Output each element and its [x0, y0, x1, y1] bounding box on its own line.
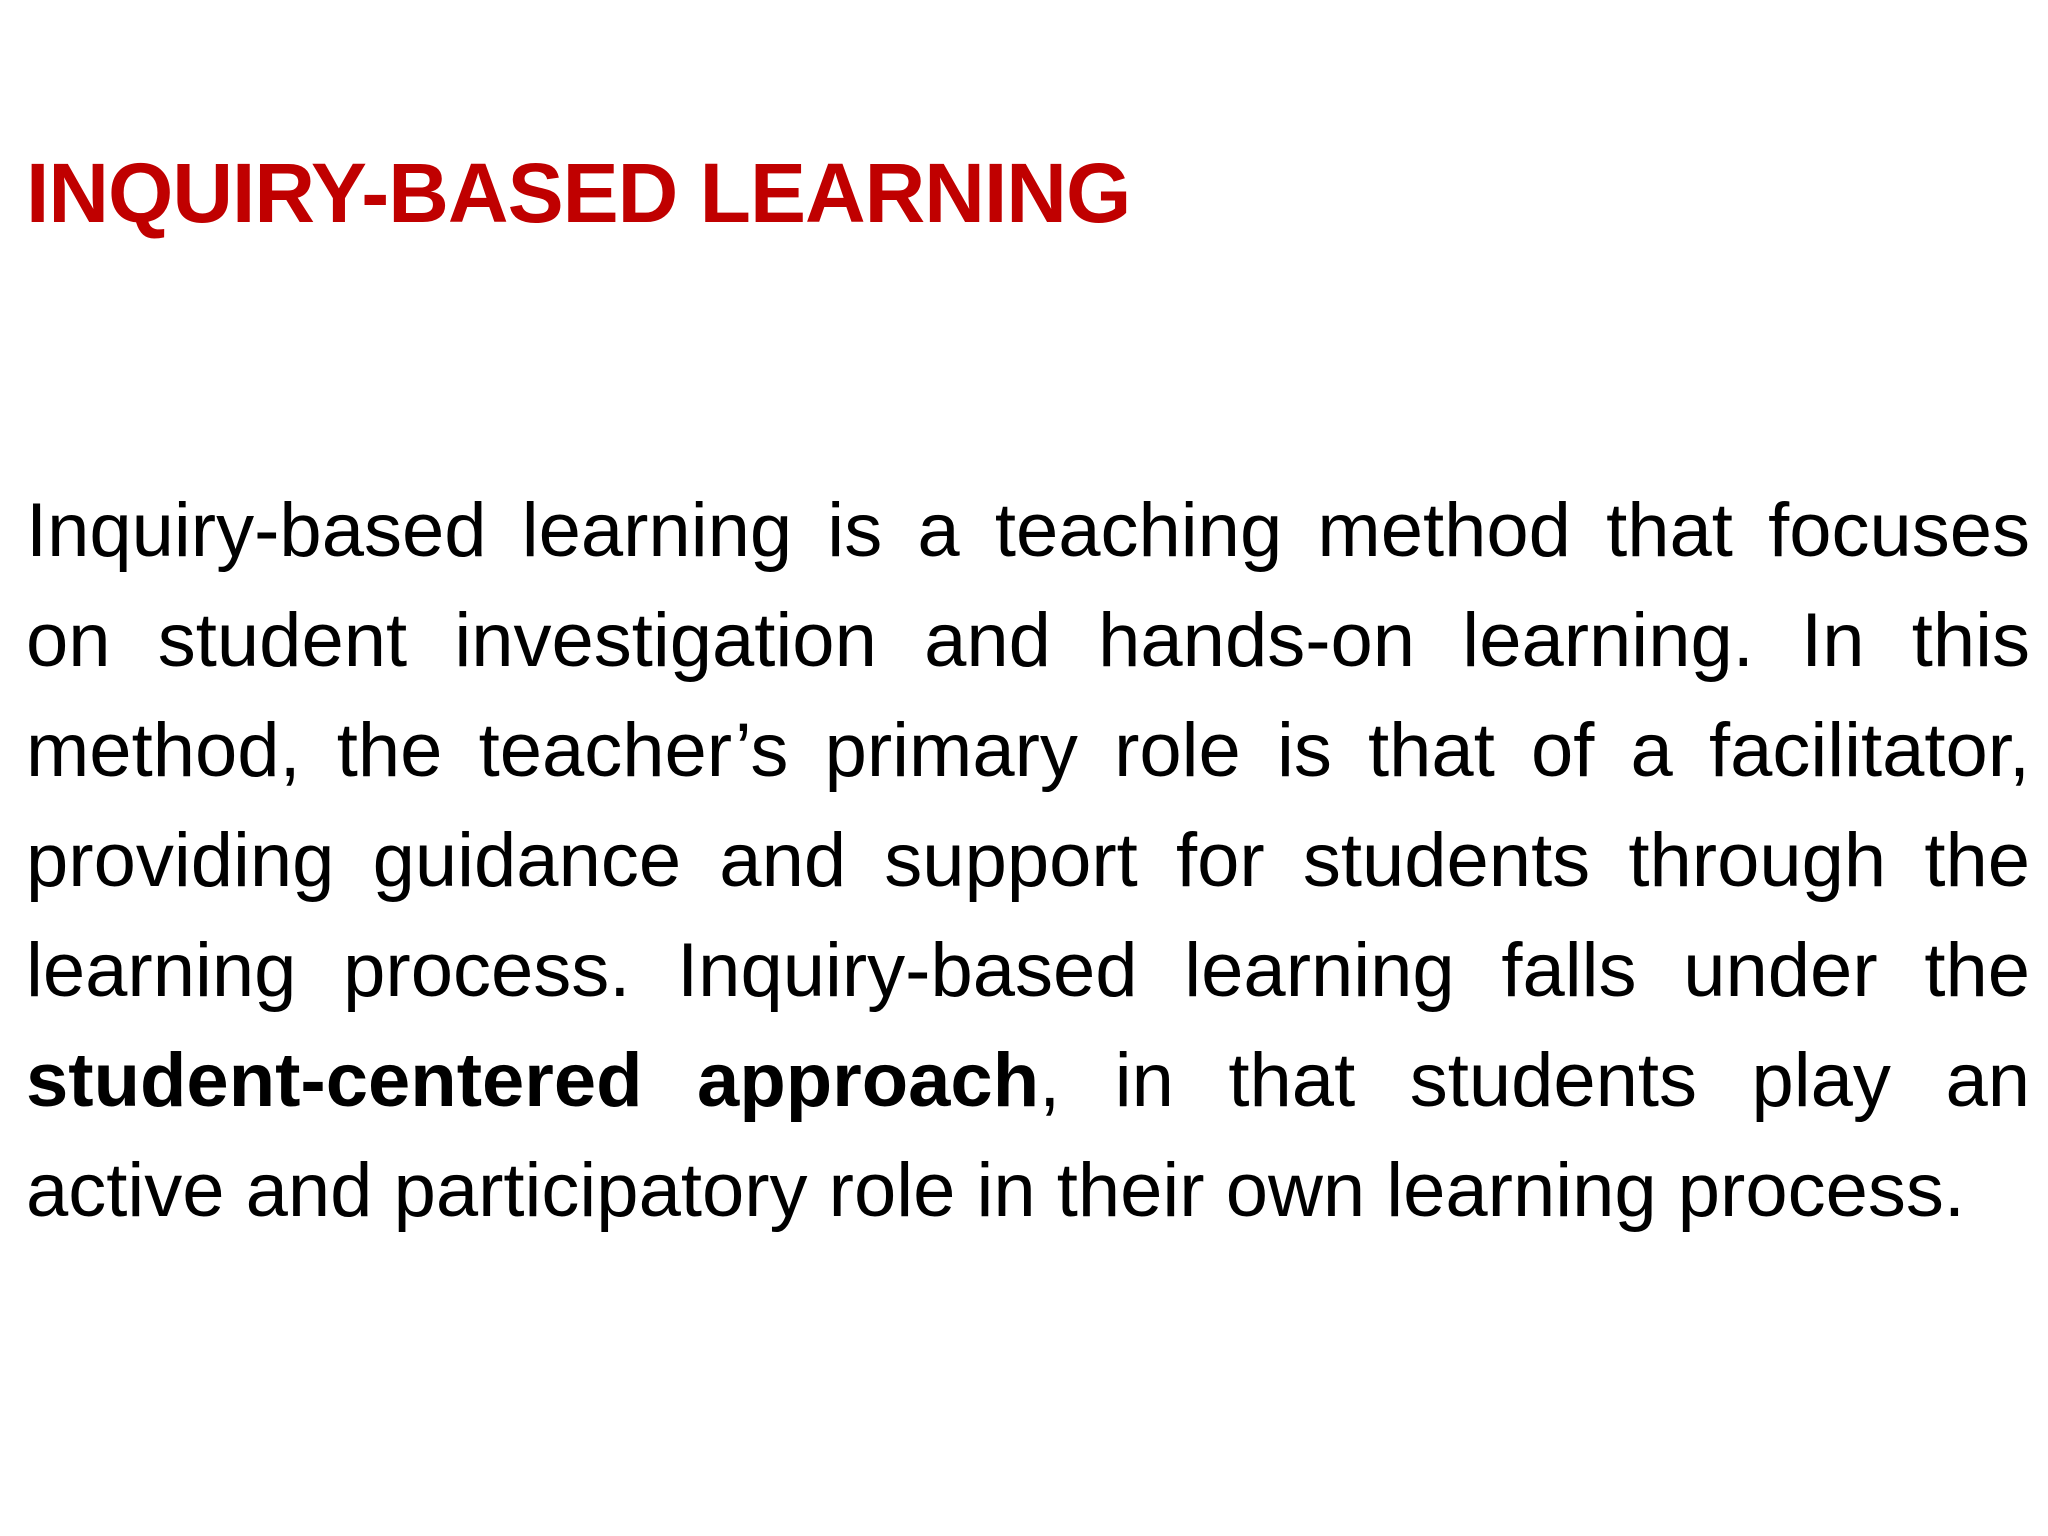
bold-phrase: student-centered approach — [26, 1038, 1040, 1123]
body-paragraph — [26, 476, 2030, 1246]
paragraph-text-part2: , in that students play an active and participatory role in their own learning process. — [26, 1038, 2030, 1233]
slide-title: INQUIRY-BASED LEARNING — [26, 146, 1131, 240]
paragraph-text-part1: Inquiry-based learning is a teaching method that focuses on student investigation and hands-on learning. In this method, the teacher’s primary role is that of a facilitator, providing guidance and support for students through the learning process. Inquiry-based learning falls under the — [26, 488, 2030, 1013]
